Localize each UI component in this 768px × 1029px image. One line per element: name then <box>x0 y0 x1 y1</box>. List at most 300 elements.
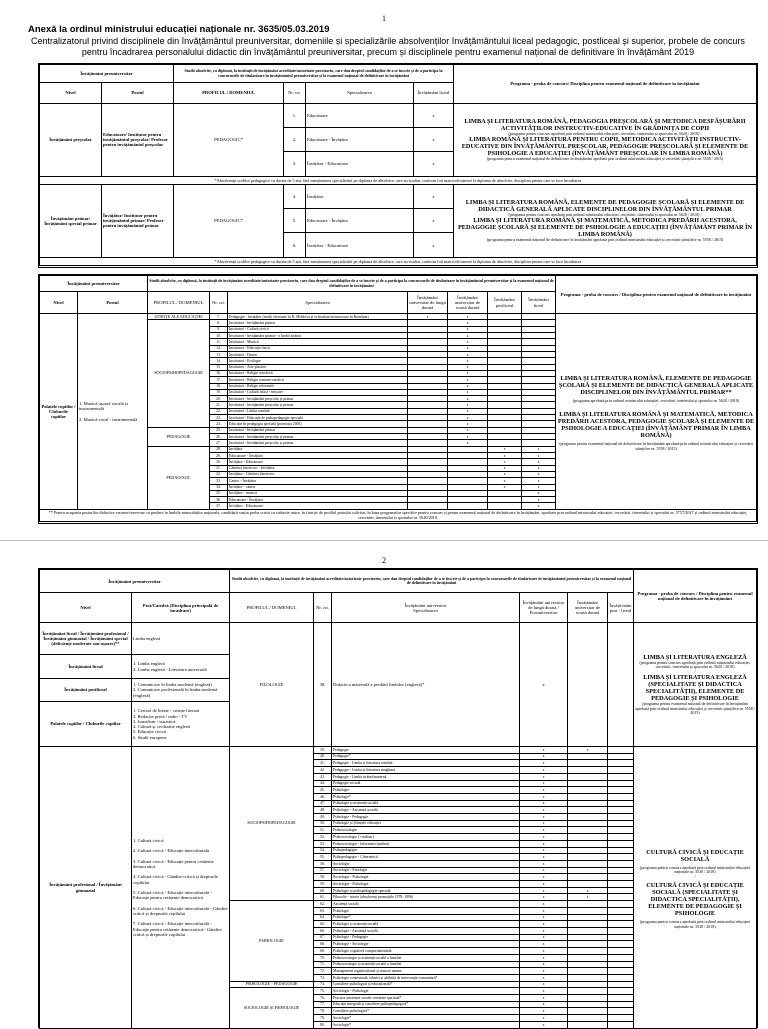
row-mark <box>568 840 608 847</box>
row-specializare: Consiliere psihologică* <box>332 1008 520 1015</box>
row-nr: 14. <box>210 358 228 364</box>
programa-note: (programa pentru examenul național de definitivare în învățământ aprobată prin ordinul ministrului educației și cercetării științifice nr. 5558 / 2015) <box>635 701 755 716</box>
row-mark <box>568 773 608 780</box>
row-nr: 63. <box>314 907 332 914</box>
row-nr: 4. <box>284 184 306 208</box>
row-mark <box>608 887 634 894</box>
row-mark: x <box>414 127 454 151</box>
row-mark <box>608 894 634 901</box>
profil-filologie: FILOLOGIE <box>230 623 314 747</box>
header-specializare <box>332 593 520 623</box>
programa-prescolar <box>454 103 757 176</box>
row-mark: x <box>520 760 568 767</box>
row-mark <box>608 814 634 821</box>
programa-title: LIMBA ȘI LITERATURA ROMÂNĂ, ELEMENTE DE PEDAGOGIE ȘCOLARĂ ȘI ELEMENTE DE DIDACTICĂ GENERALĂ APLICATE DISCIPLINELOR DIN ÎNVĂȚĂMÂNTUL PRIMAR** <box>558 375 754 397</box>
row-specializare: Psihopedagogie <box>332 847 520 854</box>
row-specializare: Educatoare - Învățător <box>306 209 414 233</box>
row-nr: 62. <box>314 901 332 908</box>
row-mark <box>608 787 634 794</box>
header-nivel: Nivel <box>40 593 132 623</box>
row-mark <box>608 800 634 807</box>
row-mark: x <box>522 497 556 503</box>
row-mark: x <box>488 484 522 490</box>
row-nr: 49. <box>314 814 332 821</box>
row-mark: x <box>414 233 454 257</box>
row-specializare: Asistență socială <box>332 901 520 908</box>
row-mark <box>608 753 634 760</box>
row-mark: x <box>522 478 556 484</box>
header-inv-univ: Învățământ universitar <box>404 602 447 608</box>
row-specializare: Institutori - Religie reformată <box>228 383 408 389</box>
row-nr: 8. <box>210 320 228 326</box>
row-nr: 30. <box>210 459 228 465</box>
row-specializare: Management organizațional și resurse umane <box>332 968 520 975</box>
programa-sep: / <box>694 668 696 674</box>
programa-note: (programa pentru examenul național de definitivare în învățământ aprobată prin ordinul ministrului educației și cercetării științifice nr. 5558 / 2015) <box>559 441 753 451</box>
row-nr: 50. <box>314 820 332 827</box>
header-nivel: Nivel <box>40 292 78 314</box>
row-mark <box>608 860 634 867</box>
row-mark: x <box>488 446 522 452</box>
row-nr: 78. <box>314 1008 332 1015</box>
row-nr: 25. <box>210 427 228 433</box>
row-specializare: Psihologie și asistență socială <box>332 800 520 807</box>
row-mark: x <box>520 860 568 867</box>
row-mark <box>568 807 608 814</box>
row-nr: 16. <box>210 370 228 376</box>
row-mark <box>568 914 608 921</box>
row-mark: x <box>568 887 608 894</box>
row-mark <box>568 995 608 1002</box>
row-nr: 3. <box>284 152 306 176</box>
row-mark <box>608 881 634 888</box>
row-nr: 17. <box>210 377 228 383</box>
row-specializare: Învățător - muzică <box>228 490 408 496</box>
header-postul: Postul <box>78 292 148 314</box>
row-nr: 65. <box>314 921 332 928</box>
row-mark: x <box>522 446 556 452</box>
row-mark <box>608 968 634 975</box>
row-specializare: Învățător - Educatoare <box>228 503 408 509</box>
row-mark: x <box>522 490 556 496</box>
row-mark <box>608 988 634 995</box>
header-col: Învățământ universitar de lungă durată <box>408 292 448 314</box>
nivel-primar: Învățământ primar/ Învățământ special primar <box>40 184 102 257</box>
row-nr: 52. <box>314 834 332 841</box>
row-mark <box>568 834 608 841</box>
row-nr: 36. <box>210 497 228 503</box>
row-mark <box>568 934 608 941</box>
row-nr: 54. <box>314 847 332 854</box>
programa-note: (programa pentru concurs aprobată prin ordinul ministrului educației, cercetării, tineretului și sportului nr. 5620 / 2010) / <box>508 130 702 136</box>
row-nr: 60. <box>314 887 332 894</box>
nivel-cell: Învățământ postliceal <box>40 678 132 701</box>
row-mark: x <box>522 503 556 509</box>
row-nr: 39. <box>314 747 332 754</box>
table-palatele-copiilor <box>38 274 758 524</box>
row-mark <box>608 1008 634 1015</box>
row-mark: x <box>520 847 568 854</box>
row-mark: x <box>448 351 488 357</box>
row-nr: 72. <box>314 968 332 975</box>
row-specializare: Practica asistenței sociale orientate spiritual* <box>332 995 520 1002</box>
row-mark <box>608 847 634 854</box>
row-mark: x <box>520 907 568 914</box>
nivel-cell: Învățământ profesional / Învățământ gimnazial <box>40 747 132 1029</box>
row-nr: 34. <box>210 484 228 490</box>
row-specializare: Institutori - Limba română <box>228 408 408 414</box>
row-specializare: Sociologie - Psihologie <box>332 988 520 995</box>
row-specializare: Psihologie <box>332 907 520 914</box>
row-mark <box>608 747 634 754</box>
row-nr: 61. <box>314 894 332 901</box>
row-mark: x <box>520 941 568 948</box>
row-nr: 18. <box>210 383 228 389</box>
row-specializare: Sociologie <box>332 860 520 867</box>
row-specializare: Institutori - Cultură civică <box>228 326 408 332</box>
row-mark: x <box>520 820 568 827</box>
row-specializare: Pedagogie - Limba și literatura maghiară <box>332 767 520 774</box>
row-specializare: Psihologie - Pedagogie <box>332 934 520 941</box>
row-mark: x <box>414 209 454 233</box>
row-specializare: Psihosociologie și asistență socială a familiei <box>332 954 520 961</box>
row-mark <box>568 767 608 774</box>
row-specializare: Institutori - Arte plastice <box>228 364 408 370</box>
row-mark: x <box>568 747 608 754</box>
row-mark <box>568 854 608 861</box>
row-mark: x <box>520 854 568 861</box>
programa-cultura-civica <box>634 747 757 1029</box>
row-mark <box>568 881 608 888</box>
row-nr: 40. <box>314 753 332 760</box>
row-specializare: Învățător - cantor <box>228 484 408 490</box>
row-mark <box>568 981 608 988</box>
nivel-cell: Palatele copiilor / Cluburile copiilor <box>40 702 132 747</box>
row-mark: x <box>520 800 568 807</box>
row-nr: 29. <box>210 452 228 458</box>
row-nr: 51. <box>314 827 332 834</box>
row-mark: x <box>448 408 488 414</box>
row-nr: 10. <box>210 333 228 339</box>
post-cell: 1. Muzică ușoară vocală și instrumentală 2. Muzică vocal - instrumentală <box>78 314 148 510</box>
row-mark <box>608 921 634 928</box>
row-mark: x <box>522 471 556 477</box>
row-mark <box>568 954 608 961</box>
row-mark: x <box>520 834 568 841</box>
profil-cell: PEDAGOGIC <box>148 446 210 509</box>
row-mark <box>608 914 634 921</box>
row-mark: x <box>520 827 568 834</box>
row-nr: 9. <box>210 326 228 332</box>
post-prescolar: Educatoare/ Institutor pentru învățământul preșcolar/ Profesor pentru învățământul preșcolar <box>102 103 174 176</box>
row-mark <box>608 981 634 988</box>
row-mark <box>568 941 608 948</box>
row-mark: x <box>448 364 488 370</box>
row-specializare: Institutori - învățământ primar - o limbă străină <box>228 333 408 339</box>
document-title: Centralizatorul privind disciplinele din învățământul preuniversitar, domeniile și specializările absolvenților învățământului liceal pedagogic, postliceal și superior, probele de concurs pentru încadrarea personalului didactic din învățământul preuniversitar, precum și disciplinele pentru examenul național de definitivare în învățământ 2019 <box>31 36 745 57</box>
row-nr: 33. <box>210 478 228 484</box>
programa-title: CULTURĂ CIVICĂ ȘI EDUCAȚIE SOCIALĂ (SPECIALITATE ȘI DIDACTICA SPECIALITĂȚII), ELEMENTE DE PEDAGOGIE ȘI PSIHOLOGIE <box>646 882 744 918</box>
row-mark: x <box>448 415 488 421</box>
row-nr: 67. <box>314 934 332 941</box>
row-mark <box>608 840 634 847</box>
row-mark <box>608 1021 634 1028</box>
row-nr: 70. <box>314 954 332 961</box>
header-postul: Postul <box>102 83 174 103</box>
row-mark <box>608 867 634 874</box>
row-specializare: Pedagogie - Limbă străină/maternă <box>332 773 520 780</box>
row-nr: 28. <box>210 446 228 452</box>
row-mark <box>568 753 608 760</box>
row-specializare: Cantor - Învățător <box>228 478 408 484</box>
table-body <box>40 747 757 1029</box>
row-mark: x <box>448 402 488 408</box>
row-specializare: Filosofie - istorie (absolvenți promoțiile 1978, 1996) <box>332 894 520 901</box>
row-nr: 68. <box>314 941 332 948</box>
row-mark <box>568 974 608 981</box>
row-mark: x <box>520 914 568 921</box>
programa-title: LIMBA ȘI LITERATURA ROMÂNĂ ȘI MATEMATICĂ, METODICA PREDĂRII ACESTORA, PEDAGOGIE ȘCOLARĂ ȘI ELEMENTE DE PSIHOLOGIE A EDUCAȚIEI (ÎNVĂȚĂMÂNT PRIMAR ÎN LIMBA ROMÂNĂ) <box>457 217 753 239</box>
row-mark <box>568 907 608 914</box>
row-nr: 74. <box>314 981 332 988</box>
row-specializare: Institutori - Religie ortodoxă <box>228 370 408 376</box>
row-mark <box>608 807 634 814</box>
row-mark: x <box>520 793 568 800</box>
row-mark: x <box>414 103 454 127</box>
row-nr: 76. <box>314 995 332 1002</box>
row-mark <box>568 787 608 794</box>
row-specializare: Psihologie cognitivă comportamentală <box>332 948 520 955</box>
row-mark <box>568 860 608 867</box>
profil-cell: PEDAGOGIE <box>148 427 210 446</box>
row-mark: x <box>520 814 568 821</box>
row-mark: x <box>448 427 488 433</box>
row-specializare: Institutori - învățământ preșcolar și primar <box>228 402 408 408</box>
footnote: ** Pentru ocuparea posturilor didactice vacante/rezervate cu predare în limbile minorităților naționale, candidații susțin proba scrisă cu subiecte unice, în funcție de profilul postului solicitat, în baza programelor specifice pentru concurs și pentru examenul național de definitivare în învățământ, aprobate prin ordinul ministrului educației, cercetării, tineretului și sportului nr. 5757/2017 și ordinul ministrului educației, cercetării, tineretului și sportului nr. 5620/2010. <box>40 509 757 521</box>
row-nr: 55. <box>314 854 332 861</box>
row-nr: 20. <box>210 396 228 402</box>
row-mark <box>568 800 608 807</box>
row-specializare: Psihologie - Sociologie <box>332 941 520 948</box>
row-mark <box>568 780 608 787</box>
row-mark: x <box>520 921 568 928</box>
row-specializare: Institutori - învățământ preșcolar și primar <box>228 434 408 440</box>
row-mark: x <box>520 1008 568 1015</box>
row-mark: x <box>520 874 568 881</box>
programa-note: (programa pentru concurs aprobată prin ordinul ministrului educației, cercetării, tineretului și sportului nr. 5620 / 2010) / <box>508 211 702 217</box>
row-mark <box>568 874 608 881</box>
programa-title: LIMBA ROMÂNĂ ȘI LITERATURA PENTRU COPII, METODICA ACTIVITĂȚII INSTRUCTIV-EDUCATIVE DIN ÎNVĂȚĂMÂNTUL PREȘCOLAR, PEDAGOGIE PREȘCOLARĂ ȘI ELEMENTE DE PSIHOLOGIE A EDUCAȚIEI (ÎNVĂȚĂMÂNT PREȘCOLAR ÎN LIMBA ROMÂNĂ) <box>461 136 749 158</box>
row-specializare: Psihologie și asistență socială <box>332 921 520 928</box>
row-specializare: Institutori - Educație fizică <box>228 345 408 351</box>
row-nr: 53. <box>314 840 332 847</box>
row-mark <box>608 941 634 948</box>
post-cell: 1. Comunicare în limba modernă (engleză) 2. Comunicare profesională în limba modernă (engleză) <box>132 678 230 701</box>
row-nr: 48. <box>314 807 332 814</box>
row-mark: x <box>520 894 568 901</box>
row-specializare: Sociologie* <box>332 1015 520 1022</box>
row-specializare: Sociologie - Etnologie <box>332 867 520 874</box>
row-mark: x <box>448 326 488 332</box>
row-mark <box>608 854 634 861</box>
row-mark <box>608 760 634 767</box>
row-specializare: Psihologie* <box>332 793 520 800</box>
row-specializare: Educație integrată și consiliere psihopedagogică* <box>332 1001 520 1008</box>
profil-cell: ȘTIINȚE ALE EDUCAȚIEI <box>148 314 210 320</box>
row-specializare: Educatoare - Învățător <box>228 497 408 503</box>
row-mark: x <box>448 320 488 326</box>
row-specializare: Psihologie* <box>332 914 520 921</box>
row-nr: 45. <box>314 787 332 794</box>
row-mark: x <box>520 840 568 847</box>
row-mark: x <box>448 421 488 427</box>
row-nr: 31. <box>210 465 228 471</box>
row-specializare: Psihosociologie - Informații (militar) <box>332 840 520 847</box>
row-nr: 69. <box>314 948 332 955</box>
row-mark: x <box>448 314 488 320</box>
row-specializare: Învățător - Educatoare <box>306 152 414 176</box>
row-mark: x <box>520 773 568 780</box>
row-mark: x <box>448 377 488 383</box>
row-nr: 19. <box>210 389 228 395</box>
profil-cell: SOCIOLOGIE ȘI PSIHOLOGIE <box>230 988 314 1029</box>
post-cell: 1. Limba engleză 2. Limba engleză - Literatura universală <box>132 655 230 678</box>
programa-note: (programa pentru examenul național de definitivare în învățământ aprobată prin ordinul ministrului educației și cercetării științifice nr. 5558 / 2015) <box>486 156 724 162</box>
row-specializare: Pedagogie - Limba și literatura română <box>332 760 520 767</box>
header-studii: Studii absolvite, cu diplomă, la instituții de învățământ acreditate/autorizate provizoriu, care dau dreptul candidaților de a se înscrie și de a participa la concursurile de titularizare în învățământul preuniversitar și la examenul național de definitivare în învățământ <box>174 65 454 83</box>
header-spec: Specializarea <box>413 607 438 613</box>
row-specializare: Învățător - Educatoare <box>228 459 408 465</box>
row-nr: 26. <box>210 434 228 440</box>
row-mark: x <box>520 747 568 754</box>
row-mark: x <box>520 623 568 747</box>
row-mark: x <box>448 333 488 339</box>
table-body <box>40 314 757 510</box>
header-profil: PROFILUL / DOMENIUL <box>230 593 314 623</box>
row-mark <box>568 760 608 767</box>
header-profil: PROFILUL / DOMENIUL <box>174 83 284 103</box>
header-specializare: Specializarea <box>306 83 414 103</box>
row-nr: 38. <box>314 623 332 747</box>
row-mark <box>608 834 634 841</box>
row-specializare: Psihopedagogie - Cibernetică <box>332 854 520 861</box>
row-mark: x <box>568 894 608 901</box>
row-mark: x <box>520 767 568 774</box>
header-nivel: Nivel <box>40 83 102 103</box>
row-specializare: Institutori - Educație de psihopedagogie specială <box>228 415 408 421</box>
row-specializare: Pedagogie - învățător (studii efectuate în R. Moldova și echivalate/recunoscute în România) <box>228 314 408 320</box>
row-nr: 77. <box>314 1001 332 1008</box>
row-nr: 57. <box>314 867 332 874</box>
row-mark <box>568 847 608 854</box>
row-specializare: Psihosociologie <box>332 827 520 834</box>
row-mark <box>568 1008 608 1015</box>
row-mark: x <box>448 345 488 351</box>
header-col: Învățământ liceal <box>522 292 556 314</box>
row-mark <box>608 820 634 827</box>
row-mark: x <box>520 887 568 894</box>
row-nr: 44. <box>314 780 332 787</box>
row-specializare: Consiliere psihologică și educațională* <box>332 981 520 988</box>
row-mark: x <box>448 370 488 376</box>
programa-title: LIMBA ȘI LITERATURA ENGLEZĂ (SPECIALITATE ȘI DIDACTICA SPECIALITĂȚII), ELEMENTE DE PEDAGOGIE ȘI PSIHOLOGIE <box>643 674 747 703</box>
row-nr: 35. <box>210 490 228 496</box>
row-specializare: Institutori - Desen <box>228 351 408 357</box>
header-col: Învățământ universitar de lungă durată / Postuniversitar <box>520 593 568 623</box>
row-specializare: Psihologie - Pedagogie <box>332 814 520 821</box>
row-mark: x <box>520 995 568 1002</box>
row-specializare: Institutori - Religie romano-catolică <box>228 377 408 383</box>
row-mark: x <box>488 465 522 471</box>
row-mark: x <box>522 484 556 490</box>
header-programa: Programa - proba de concurs/ Disciplina pentru examenul național de definitivare în învățământ <box>454 65 757 104</box>
row-nr: 47. <box>314 800 332 807</box>
row-specializare: Institutori - Cultură fizică - mișcare <box>228 389 408 395</box>
row-specializare: Institutori - învățământ primar <box>228 427 408 433</box>
programa-note: / <box>655 402 657 408</box>
row-mark: x <box>448 339 488 345</box>
row-specializare: Sociologie* <box>332 1021 520 1028</box>
row-nr: 46. <box>314 793 332 800</box>
programa-primar <box>556 314 757 510</box>
row-specializare: Sociologie - Psihologie <box>332 874 520 881</box>
row-specializare: Educatoare <box>306 103 414 127</box>
row-nr: 15. <box>210 364 228 370</box>
row-mark: x <box>488 452 522 458</box>
header-nr: Nr. crt. <box>210 292 228 314</box>
row-mark <box>568 814 608 821</box>
row-specializare: Psihologie și Științele educației <box>332 820 520 827</box>
row-mark <box>568 793 608 800</box>
row-mark: x <box>520 1001 568 1008</box>
row-specializare: Educatoare - Învățător <box>306 127 414 151</box>
nivel-prescolar: Învățământ preșcolar <box>40 103 102 176</box>
row-specializare: Învățător <box>228 446 408 452</box>
table-engleza-cultura-civica <box>38 568 758 1028</box>
row-mark: x <box>520 974 568 981</box>
page-number: 2 <box>382 556 386 565</box>
row-nr: 22. <box>210 408 228 414</box>
row-specializare: Pedagogie socială <box>332 780 520 787</box>
row-mark <box>608 1001 634 1008</box>
row-nr: 12. <box>210 345 228 351</box>
row-mark: x <box>448 396 488 402</box>
header-col: Învățământ universitar de scurtă durată <box>448 292 488 314</box>
row-specializare: Psihologie și psihopedagogie specială <box>332 887 520 894</box>
header-preuniversitar: Învățământ preuniversitar <box>40 276 148 292</box>
header-col: Învățământ universitar de scurtă durată <box>568 593 608 623</box>
row-nr: 43. <box>314 773 332 780</box>
row-nr: 11. <box>210 339 228 345</box>
row-mark <box>608 954 634 961</box>
programa-title: LIMBA ȘI LITERATURA ROMÂNĂ ȘI MATEMATICĂ, METODICA PREDĂRII ACESTORA, PEDAGOGIE ȘCOLARĂ ȘI ELEMENTE DE PSIHOLOGIE A EDUCAȚIEI (ÎNVĂȚĂMÂNT PRIMAR ÎN LIMBA ROMÂNĂ) <box>557 411 755 440</box>
row-specializare: Psihosociologie (+ militar) <box>332 834 520 841</box>
document-header <box>28 24 748 58</box>
header-specializare: Specializarea <box>228 292 408 314</box>
row-mark <box>608 948 634 955</box>
row-mark: x <box>414 152 454 176</box>
row-mark <box>608 874 634 881</box>
row-specializare: Psihologie <box>332 787 520 794</box>
row-mark <box>608 927 634 934</box>
row-specializare: Institutori - Ecologie <box>228 358 408 364</box>
row-specializare: Pedagogie <box>332 747 520 754</box>
row-mark <box>568 968 608 975</box>
row-mark: x <box>520 981 568 988</box>
header-programa: Programa - proba de concurs / Disciplina pentru examenul național de definitivare în învățământ <box>556 276 757 314</box>
page-separator <box>0 540 768 541</box>
programa-title: LIMBA ȘI LITERATURA ROMÂNĂ, ELEMENTE DE PEDAGOGIE ȘCOLARĂ ȘI ELEMENTE DE DIDACTICĂ GENERALĂ APLICATE DISCIPLINELOR DIN ÎNVĂȚĂMÂNTUL PRIMAR <box>465 198 745 213</box>
